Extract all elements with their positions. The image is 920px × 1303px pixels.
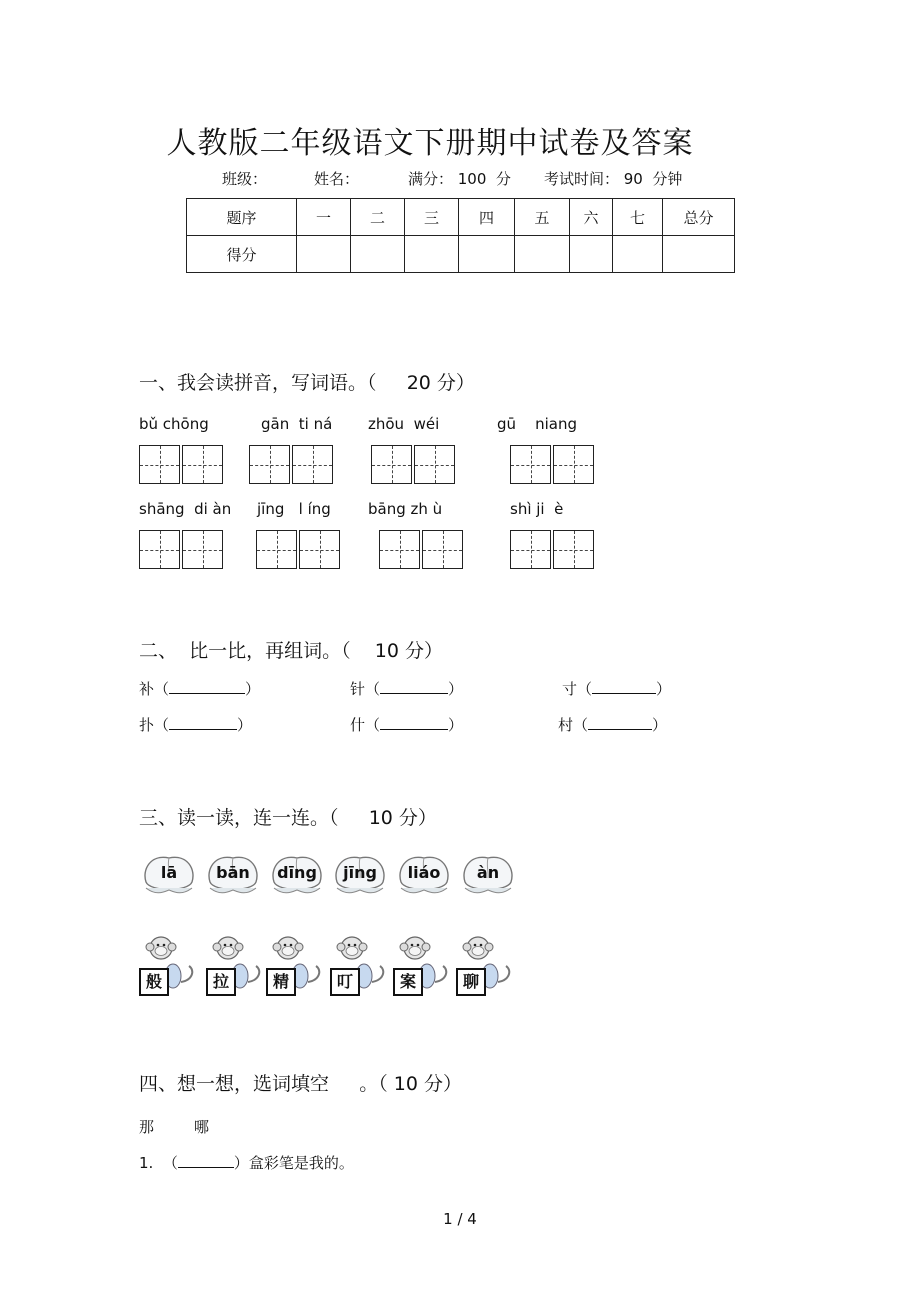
grid-cell[interactable] [553,445,594,484]
grid-cell[interactable] [139,530,180,569]
question-number: 1. [139,1154,154,1172]
writing-grid[interactable] [371,445,457,484]
table-cell: 四 [459,199,515,236]
section2-heading: 二、 比一比，再组词。（ 10 分） [139,640,443,662]
grid-cell[interactable] [139,445,180,484]
monkey-char: 案 [393,968,423,996]
grid-cell[interactable] [256,530,297,569]
peach-pinyin: jīng [343,863,377,882]
answer-blank[interactable] [380,679,448,694]
grid-cell[interactable] [299,530,340,569]
section1-heading: 一、我会读拼音，写词语。（ 20 分） [139,372,475,394]
grid-cell[interactable] [553,530,594,569]
writing-grid[interactable] [510,530,596,569]
compare-close: ） [448,716,464,734]
peach-pinyin: lā [160,863,178,882]
writing-grid[interactable] [139,445,225,484]
monkey-char: 精 [266,968,296,996]
compare-item [139,678,260,699]
table-cell: 六 [570,199,613,236]
monkey-card[interactable] [139,932,205,998]
pinyin-label: zhōu wéi [368,415,440,433]
monkey-char: 拉 [206,968,236,996]
compare-item [350,678,463,699]
peach-card[interactable] [204,852,262,896]
exam-time: 考试时间： 90 分钟 [544,170,683,188]
answer-blank[interactable] [169,715,237,730]
table-cell: 得分 [187,236,297,273]
peach-pinyin: àn [476,863,500,882]
class-label: 班级： [222,170,268,188]
compare-close: ） [652,716,668,734]
pinyin-label: gān ti ná [261,415,333,433]
section3-heading: 三、读一读，连一连。（ 10 分） [139,807,437,829]
table-cell: 三 [405,199,459,236]
compare-char: 针（ [350,680,381,698]
compare-item [558,714,667,735]
monkey-card[interactable] [330,932,396,998]
table-cell: 七 [613,199,663,236]
answer-blank[interactable] [178,1153,234,1168]
compare-char: 寸（ [562,680,593,698]
score-table-score-row [187,236,735,273]
compare-item [350,714,463,735]
monkey-card[interactable] [266,932,332,998]
compare-close: ） [656,680,672,698]
table-cell: 二 [351,199,405,236]
compare-close: ） [245,680,261,698]
grid-cell[interactable] [510,445,551,484]
monkey-char: 聊 [456,968,486,996]
pinyin-label: shāng di àn [139,500,232,518]
score-input-cell[interactable] [515,236,570,273]
grid-cell[interactable] [379,530,420,569]
grid-cell[interactable] [249,445,290,484]
peach-pinyin: bān [216,863,250,882]
writing-grid[interactable] [379,530,465,569]
monkey-card[interactable] [393,932,459,998]
pinyin-label: jīng l íng [257,500,331,518]
score-input-cell[interactable] [297,236,351,273]
pinyin-label: bǔ chōng [139,415,209,433]
peach-pinyin: liáo [407,863,441,882]
page-title: 人教版二年级语文下册期中试卷及答案 [166,126,694,161]
table-cell: 总分 [663,199,735,236]
monkey-card[interactable] [456,932,522,998]
compare-close: ） [448,680,464,698]
compare-item [562,678,671,699]
answer-blank[interactable] [380,715,448,730]
grid-cell[interactable] [292,445,333,484]
compare-char: 村（ [558,716,589,734]
peach-card[interactable] [459,852,517,896]
compare-char: 扑（ [139,716,170,734]
grid-cell[interactable] [182,530,223,569]
monkey-char: 叮 [330,968,360,996]
grid-cell[interactable] [182,445,223,484]
peach-card[interactable] [140,852,198,896]
writing-grid[interactable] [256,530,342,569]
peach-card[interactable] [331,852,389,896]
question-open: （ [162,1154,178,1172]
peach-card[interactable] [268,852,326,896]
compare-char: 补（ [139,680,170,698]
monkey-char: 般 [139,968,169,996]
compare-item [139,714,252,735]
answer-blank[interactable] [588,715,652,730]
score-table-header-row [187,199,735,236]
table-cell: 一 [297,199,351,236]
score-input-cell[interactable] [459,236,515,273]
pinyin-label: shì ji è [510,500,564,518]
option-word: 哪 [194,1118,210,1136]
compare-char: 什（ [350,716,381,734]
page-number: 1 / 4 [443,1210,477,1228]
full-score: 满分： 100 分 [408,170,511,188]
score-input-cell[interactable] [663,236,735,273]
grid-cell[interactable] [414,445,455,484]
answer-blank[interactable] [592,679,656,694]
peach-pinyin: dīng [277,863,317,882]
score-input-cell[interactable] [570,236,613,273]
section4-heading: 四、想一想，选词填空 。（ 10 分） [139,1073,462,1095]
monkey-card[interactable] [206,932,272,998]
pinyin-label: bāng zh ù [368,500,443,518]
score-table [186,198,735,273]
score-input-cell[interactable] [613,236,663,273]
compare-close: ） [237,716,253,734]
writing-grid[interactable] [510,445,596,484]
grid-cell[interactable] [422,530,463,569]
writing-grid[interactable] [249,445,335,484]
option-word: 那 [139,1118,155,1136]
answer-blank[interactable] [169,679,245,694]
pinyin-label: gū niang [497,415,577,433]
question-1 [139,1152,354,1173]
peach-card[interactable] [395,852,453,896]
question-text: ）盒彩笔是我的。 [233,1154,354,1172]
writing-grid[interactable] [139,530,225,569]
table-cell: 五 [515,199,570,236]
grid-cell[interactable] [371,445,412,484]
table-cell: 题序 [187,199,297,236]
grid-cell[interactable] [510,530,551,569]
score-input-cell[interactable] [405,236,459,273]
score-input-cell[interactable] [351,236,405,273]
name-label: 姓名： [314,170,360,188]
